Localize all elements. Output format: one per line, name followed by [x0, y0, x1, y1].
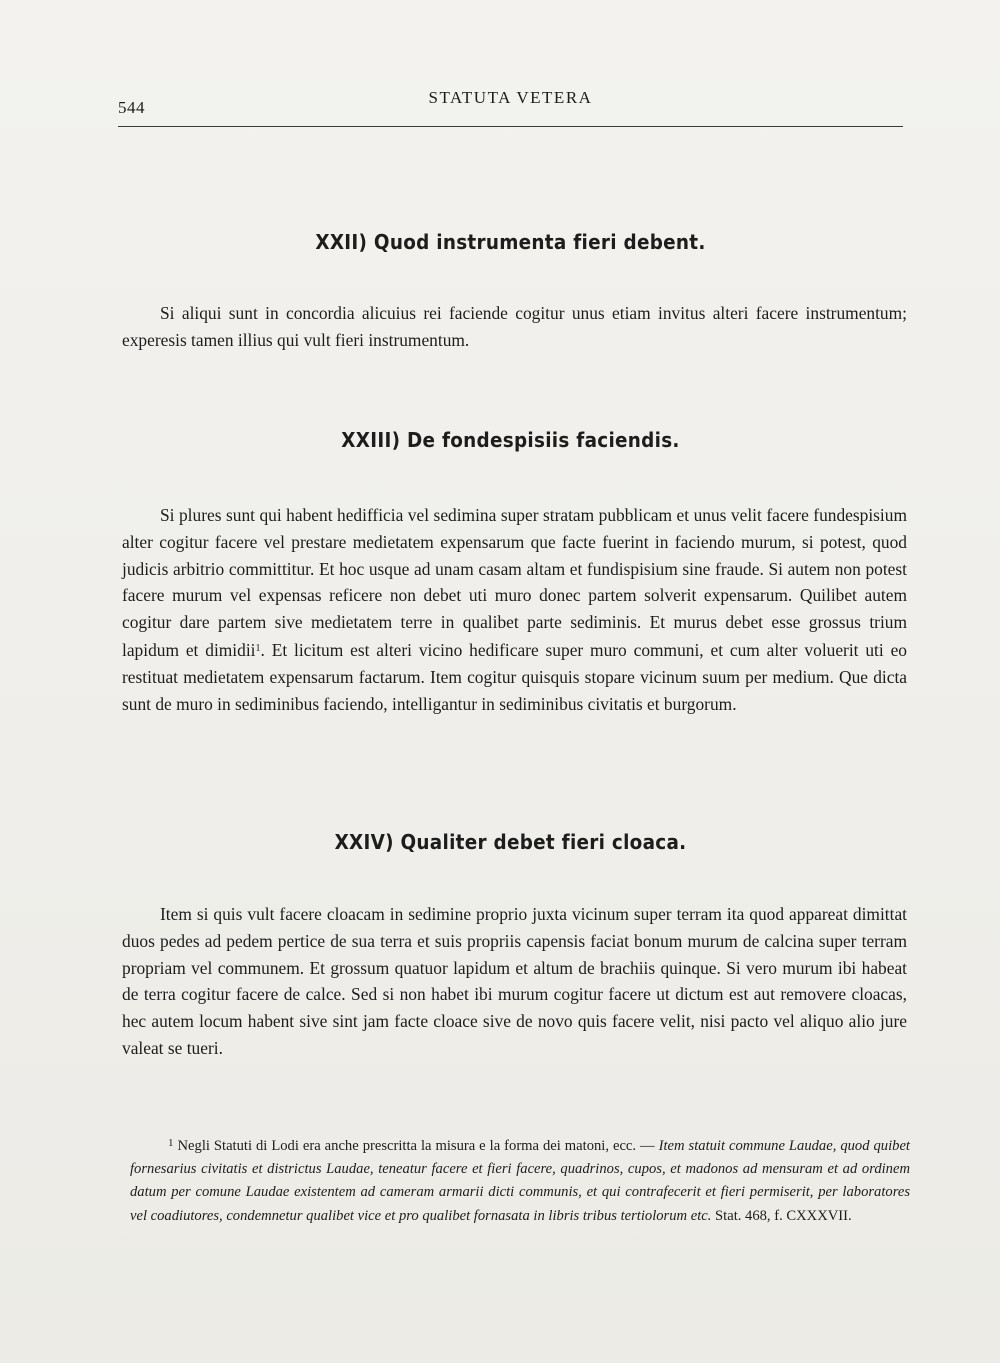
section-text-xxiii-part-1: Si plures sunt qui habent hedifficia vel sedimina super stratam pubblicam et unus velit facere fundespisium alter cogitur facere vel prestare medietatem expensarum que facte fuerint in faciendo murum, si potest, quod judicis arbitrio committitur. Et hoc usque ad unam casam altam et fundispisium sine fraude. Si autem non potest facere murum vel expensas reficere non debet uti muro donec partem solverit expensarum. Quilibet autem cogitur dare partem sive medietatem terre in qualibet parte sediminis. Et murus debet esse grossus trium lapidum et dimidii [122, 505, 907, 660]
footnote-mark: 1 [168, 1137, 174, 1149]
running-head [118, 86, 903, 127]
footnote-intro: Negli Statuti di Lodi era anche prescritta la misura e la forma dei matoni, ecc. — [177, 1138, 655, 1154]
running-title: STATUTA VETERA [428, 88, 593, 107]
footnote-citation: Stat. 468, f. CXXXVII. [715, 1207, 852, 1224]
section-heading-xxii: XXII) Quod instrumenta fieri debent. [315, 230, 706, 254]
section-text-xxiii [122, 502, 907, 717]
section-text-xxiv: Item si quis vult facere cloacam in sedimine proprio juxta vicinum super terram ita quod appareat dimittat duos pedes ad pedem pertice de sua terra et suis propriis capensis faciat bonum murum de calcina super terram propriam vel communem. Et grossum quatuor lapidum et altum de brachiis quinque. Si vero murum ibi habeat de terra cogitur facere de calce. Sed si non habet ibi murum cogitur facere ut dictum est aut removere cloacas, hec autem locum habent sive sint jam facte cloace sive de novo quis facere velit, nisi pacto vel aliquo alio jure valeat se tueri. [122, 904, 907, 1058]
section-text-xxiii-part-2: . Et licitum est alteri vicino hedificare super muro communi, et cum alter voluerit uti eo restituat medietatem expensarum factarum. Item cogitur quisquis stopare vicinum suum per medium. Que dicta sunt de muro in sediminibus faciendo, intelligantur in sediminibus civitatis et burgorum. [122, 639, 907, 714]
section-heading-xxiv: XXIV) Qualiter debet fieri cloaca. [334, 830, 687, 854]
footnote-quote: Item statuit commune Laudae, quod quibet fornesarius civitatis et districtus Laudae, teneatur facere et fieri facere, quadrinos, cupos, et madonos ad mensuram et ad ordinem datum per comune Laudae existentem ad cameram armarii dicti communis, et qui contrafecerit et fieri permiserit, per laboratores vel coadiutores, condemnetur qualibet vice et pro qualibet fornasata in libris tribus tertiolorum etc. [130, 1138, 910, 1224]
footnote [130, 1132, 910, 1228]
section-heading-xxiii: XXIII) De fondespisiis faciendis. [341, 428, 680, 452]
footnote-reference: 1 [255, 642, 261, 654]
page-number: 544 [118, 98, 145, 117]
section-text-xxii: Si aliqui sunt in concordia alicuius rei faciende cogitur unus etiam invitus alteri facere instrumentum; experesis tamen illius qui vult fieri instrumentum. [122, 303, 907, 350]
